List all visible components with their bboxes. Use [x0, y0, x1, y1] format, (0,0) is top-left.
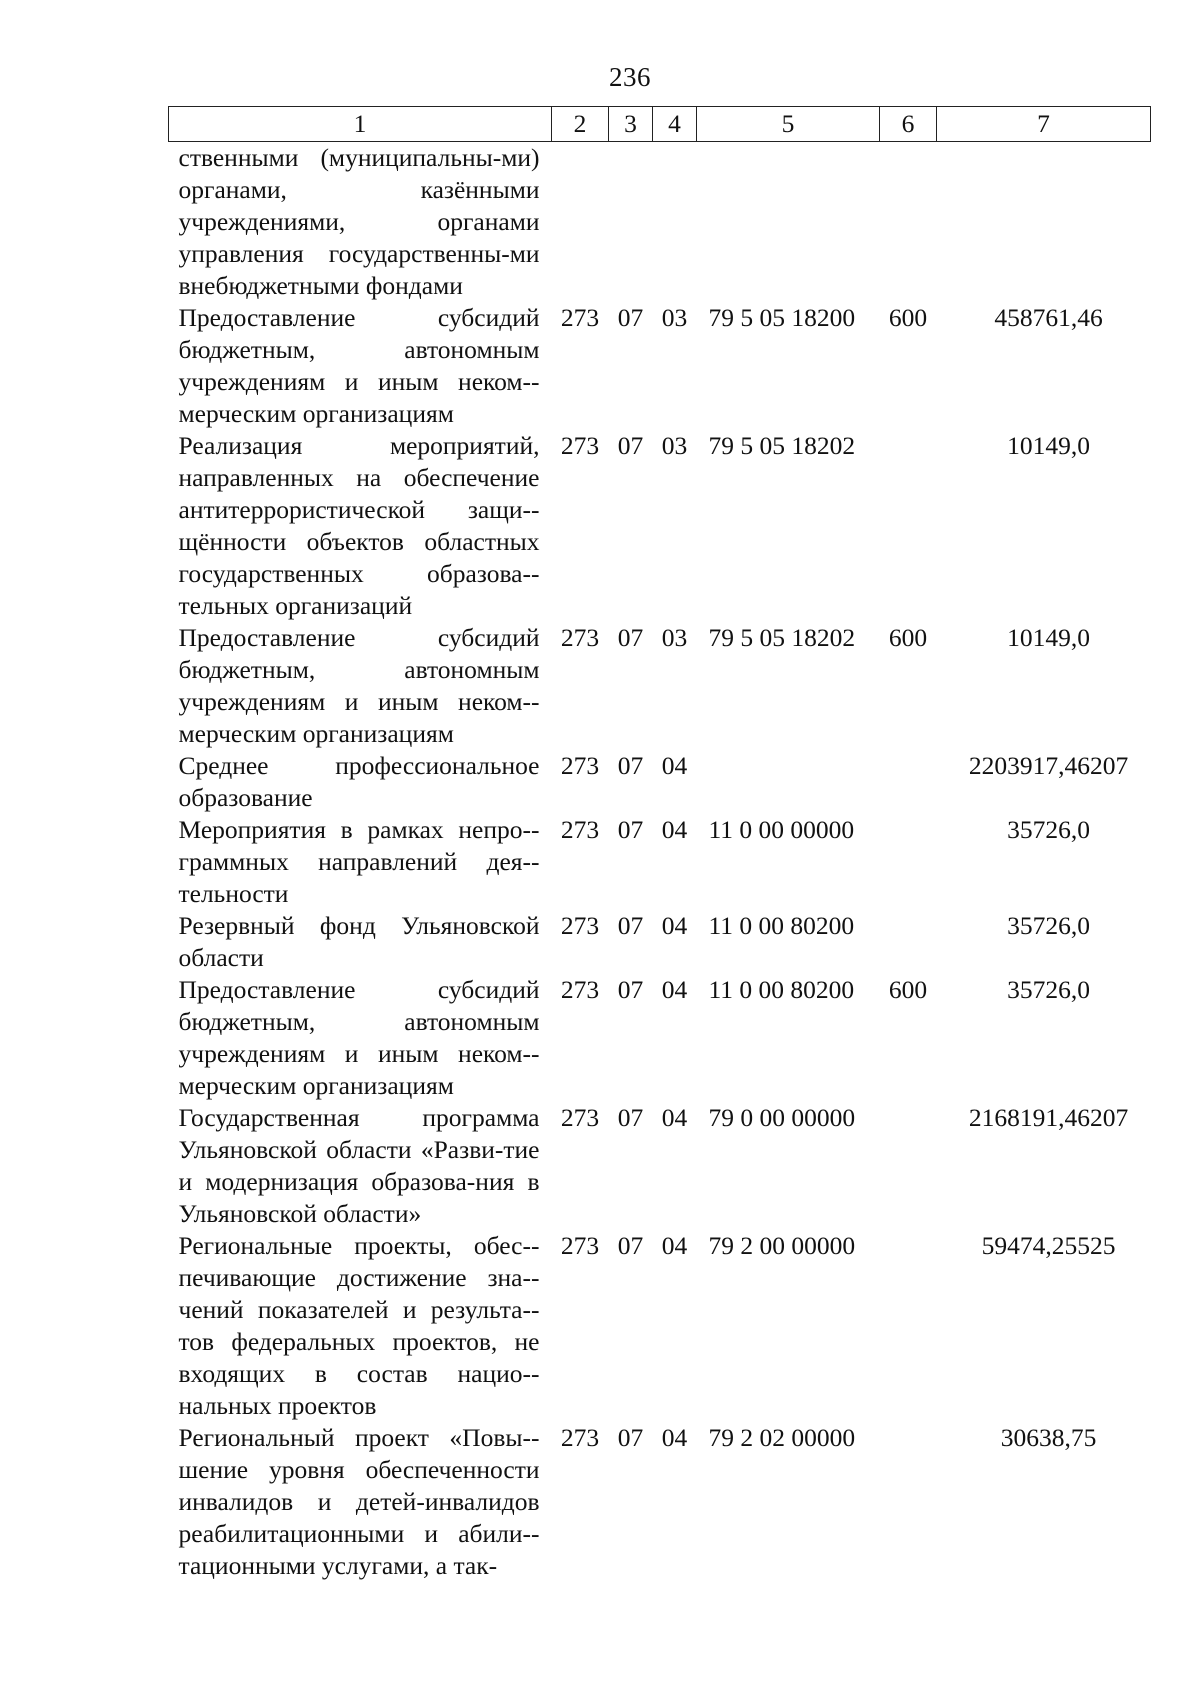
cell-target-article: [697, 142, 880, 303]
column-header: 3: [609, 107, 653, 142]
cell-section: 07: [617, 1231, 644, 1260]
cell-section: 07: [617, 911, 644, 940]
table-body: [169, 142, 1151, 1583]
cell-section: 07: [617, 751, 644, 780]
cell-admin-code: 273: [560, 303, 600, 332]
cell-amount: 2203917,46207: [968, 751, 1129, 780]
cell-target-article: 79 5 05 18202: [708, 431, 856, 460]
cell-section: 07: [617, 431, 644, 460]
cell-expense-type: [880, 910, 937, 974]
cell-expense-type: [880, 430, 937, 622]
cell-admin-code: [552, 142, 609, 303]
cell-target-article: [697, 750, 880, 814]
cell-target-article: 79 0 00 00000: [708, 1103, 856, 1132]
cell-section: 07: [617, 303, 644, 332]
cell-section: 07: [617, 815, 644, 844]
cell-admin-code: 273: [560, 751, 600, 780]
row-description: Региональные проекты, обес-печивающие достижение зна-чений показателей и результа-тов федеральных проектов, не входящих в состав нацио-нальных проектов: [178, 1231, 540, 1420]
cell-amount: 10149,0: [1007, 623, 1090, 652]
cell-admin-code: 273: [560, 1231, 600, 1260]
cell-admin-code: 273: [560, 975, 600, 1004]
cell-amount: 10149,0: [1007, 431, 1090, 460]
cell-amount: 35726,0: [1007, 911, 1090, 940]
cell-amount: 30638,75: [1000, 1423, 1097, 1452]
row-description: Государственная программа Ульяновской области «Разви-тие и модернизация образова-ния в Ульяновской области»: [178, 1103, 540, 1228]
cell-section: 07: [617, 1423, 644, 1452]
table-row: [169, 1102, 1151, 1230]
row-description: Реализация мероприятий, направленных на обеспечение антитеррористической защи-щённости объектов областных государственных образова-тельных организаций: [178, 431, 540, 620]
cell-admin-code: 273: [560, 1423, 600, 1452]
cell-expense-type: [880, 1102, 937, 1230]
column-header: 6: [880, 107, 937, 142]
cell-expense-type: [880, 1230, 937, 1422]
budget-table: [168, 106, 1151, 1582]
cell-subsection: 04: [661, 1103, 688, 1132]
cell-target-article: 79 2 02 00000: [708, 1423, 856, 1452]
cell-expense-type: [880, 142, 937, 303]
page-number: 236: [609, 62, 651, 92]
table-row: [169, 750, 1151, 814]
cell-target-article: 11 0 00 00000: [708, 815, 855, 844]
row-description: Региональный проект «Повы-шение уровня обеспеченности инвалидов и детей-инвалидов реабилитационными и абили-тационными услугами, а так-: [178, 1423, 540, 1580]
cell-admin-code: 273: [560, 911, 600, 940]
table-row: [169, 1230, 1151, 1422]
cell-subsection: 03: [661, 623, 688, 652]
cell-amount: 59474,25525: [981, 1231, 1116, 1260]
cell-section: 07: [617, 1103, 644, 1132]
cell-target-article: 11 0 00 80200: [708, 975, 855, 1004]
cell-subsection: 04: [661, 815, 688, 844]
cell-expense-type: 600: [888, 623, 928, 652]
cell-admin-code: 273: [560, 623, 600, 652]
row-description: Резервный фонд Ульяновской области: [178, 911, 540, 972]
cell-subsection: 04: [661, 1231, 688, 1260]
cell-target-article: 79 5 05 18202: [708, 623, 856, 652]
cell-admin-code: 273: [560, 431, 600, 460]
cell-amount: 35726,0: [1007, 815, 1090, 844]
cell-section: 07: [617, 975, 644, 1004]
cell-target-article: 79 5 05 18200: [708, 303, 856, 332]
cell-subsection: 04: [661, 1423, 688, 1452]
cell-amount: [937, 142, 1151, 303]
table-row: [169, 142, 1151, 303]
cell-subsection: 04: [661, 911, 688, 940]
cell-admin-code: 273: [560, 815, 600, 844]
cell-expense-type: 600: [888, 975, 928, 1004]
cell-amount: 35726,0: [1007, 975, 1090, 1004]
table-row: [169, 302, 1151, 430]
row-description: Мероприятия в рамках непро-граммных направлений дея-тельности: [178, 815, 540, 908]
cell-subsection: 04: [661, 975, 688, 1004]
cell-subsection: [653, 142, 697, 303]
cell-expense-type: [880, 1422, 937, 1582]
table-header: [169, 107, 1151, 142]
row-description: ственными (муниципальны-ми) органами, казёнными учреждениями, органами управления государственны-ми внебюджетными фондами: [178, 143, 540, 300]
cell-amount: 458761,46: [994, 303, 1103, 332]
cell-target-article: 11 0 00 80200: [708, 911, 855, 940]
table-row: [169, 1422, 1151, 1582]
column-header: 2: [552, 107, 609, 142]
row-description: Предоставление субсидий бюджетным, автономным учреждениям и иным неком-мерческим организациям: [178, 975, 540, 1100]
cell-expense-type: [880, 750, 937, 814]
cell-expense-type: [880, 814, 937, 910]
cell-target-article: 79 2 00 00000: [708, 1231, 856, 1260]
column-header: 1: [169, 107, 552, 142]
cell-subsection: 03: [661, 431, 688, 460]
cell-amount: 2168191,46207: [968, 1103, 1129, 1132]
table-row: [169, 814, 1151, 910]
table-row: [169, 910, 1151, 974]
table-row: [169, 974, 1151, 1102]
cell-section: [609, 142, 653, 303]
row-description: Предоставление субсидий бюджетным, автономным учреждениям и иным неком-мерческим организациям: [178, 303, 540, 428]
column-header: 5: [697, 107, 880, 142]
cell-subsection: 03: [661, 303, 688, 332]
row-description: Предоставление субсидий бюджетным, автономным учреждениям и иным неком-мерческим организациям: [178, 623, 540, 748]
column-header: 4: [653, 107, 697, 142]
column-header: 7: [937, 107, 1151, 142]
cell-expense-type: 600: [888, 303, 928, 332]
row-description: Среднее профессиональное образование: [178, 751, 540, 812]
table-row: [169, 622, 1151, 750]
cell-subsection: 04: [661, 751, 688, 780]
cell-admin-code: 273: [560, 1103, 600, 1132]
table-row: [169, 430, 1151, 622]
cell-section: 07: [617, 623, 644, 652]
